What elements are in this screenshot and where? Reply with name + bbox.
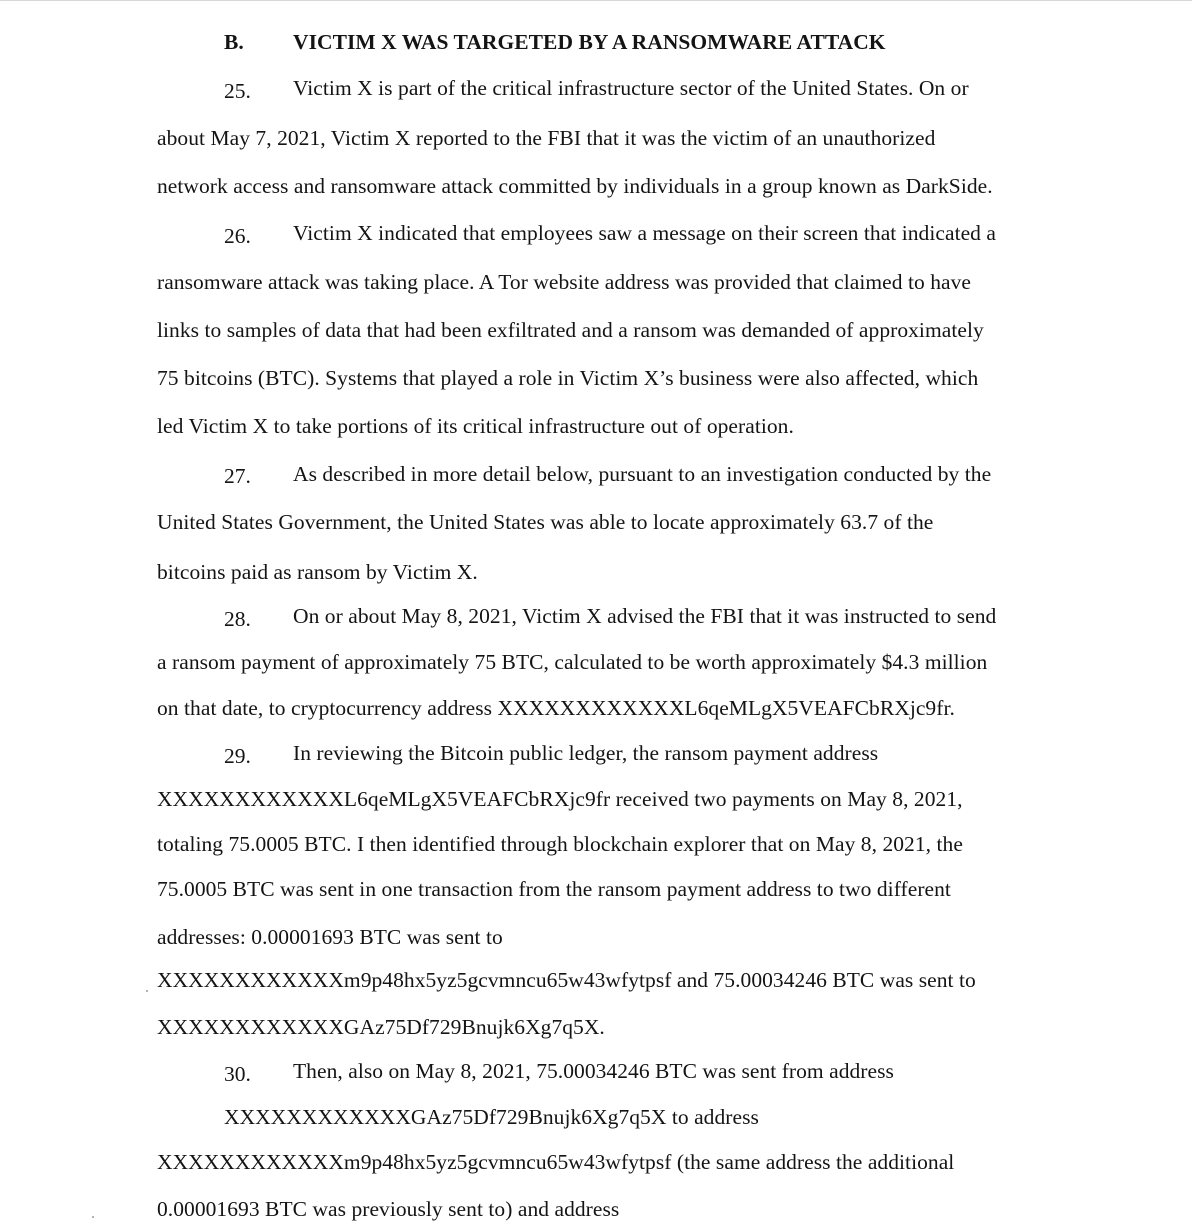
- paragraph-line: 75.0005 BTC was sent in one transaction from the ransom payment address to two different: [157, 877, 951, 901]
- section-letter: B.: [224, 30, 244, 54]
- scan-speck: [92, 1216, 94, 1218]
- paragraph-line: about May 7, 2021, Victim X reported to the FBI that it was the victim of an unauthorized: [157, 126, 936, 150]
- paragraph-line: ransomware attack was taking place. A Tor website address was provided that claimed to have: [157, 270, 972, 294]
- paragraph-line: 75 bitcoins (BTC). Systems that played a role in Victim X’s business were also affected, which: [157, 366, 979, 390]
- paragraph-line: Then, also on May 8, 2021, 75.00034246 BTC was sent from address: [293, 1059, 894, 1083]
- paragraph-line: XXXXXXXXXXXXGAz75Df729Bnujk6Xg7q5X.: [157, 1015, 605, 1039]
- paragraph-line: led Victim X to take portions of its critical infrastructure out of operation.: [157, 414, 794, 438]
- paragraph-line: network access and ransomware attack committed by individuals in a group known as DarkSide.: [157, 174, 993, 198]
- paragraph-number: 26.: [224, 224, 251, 248]
- section-title: VICTIM X WAS TARGETED BY A RANSOMWARE ATTACK: [293, 30, 886, 54]
- paragraph-line: links to samples of data that had been exfiltrated and a ransom was demanded of approximately: [157, 318, 984, 342]
- paragraph-number: 25.: [224, 79, 251, 103]
- paragraph-line: Victim X is part of the critical infrastructure sector of the United States. On or: [293, 76, 969, 100]
- scan-speck: [146, 990, 148, 992]
- paragraph-line: addresses: 0.00001693 BTC was sent to: [157, 925, 503, 949]
- page-top-border: [0, 0, 1192, 1]
- paragraph-line: XXXXXXXXXXXXGAz75Df729Bnujk6Xg7q5X to address: [224, 1105, 759, 1129]
- paragraph-line: In reviewing the Bitcoin public ledger, the ransom payment address: [293, 741, 879, 765]
- paragraph-number: 28.: [224, 607, 251, 631]
- paragraph-line: 0.00001693 BTC was previously sent to) and address: [157, 1197, 620, 1221]
- paragraph-line: bitcoins paid as ransom by Victim X.: [157, 560, 478, 584]
- paragraph-line: XXXXXXXXXXXXL6qeMLgX5VEAFCbRXjc9fr received two payments on May 8, 2021,: [157, 787, 963, 811]
- paragraph-line: XXXXXXXXXXXXm9p48hx5yz5gcvmncu65w43wfytpsf (the same address the additional: [157, 1150, 955, 1174]
- paragraph-line: a ransom payment of approximately 75 BTC, calculated to be worth approximately $4.3 million: [157, 650, 988, 674]
- paragraph-line: totaling 75.0005 BTC. I then identified through blockchain explorer that on May 8, 2021, the: [157, 832, 963, 856]
- paragraph-number: 29.: [224, 744, 251, 768]
- paragraph-line: As described in more detail below, pursuant to an investigation conducted by the: [293, 462, 992, 486]
- paragraph-line: Victim X indicated that employees saw a message on their screen that indicated a: [293, 221, 997, 245]
- paragraph-line: United States Government, the United States was able to locate approximately 63.7 of the: [157, 510, 934, 534]
- paragraph-number: 30.: [224, 1062, 251, 1086]
- paragraph-line: XXXXXXXXXXXXm9p48hx5yz5gcvmncu65w43wfytpsf and 75.00034246 BTC was sent to: [157, 968, 976, 992]
- paragraph-line: on that date, to cryptocurrency address XXXXXXXXXXXXL6qeMLgX5VEAFCbRXjc9fr.: [157, 696, 955, 720]
- paragraph-number: 27.: [224, 464, 251, 488]
- paragraph-line: On or about May 8, 2021, Victim X advised the FBI that it was instructed to send: [293, 604, 997, 628]
